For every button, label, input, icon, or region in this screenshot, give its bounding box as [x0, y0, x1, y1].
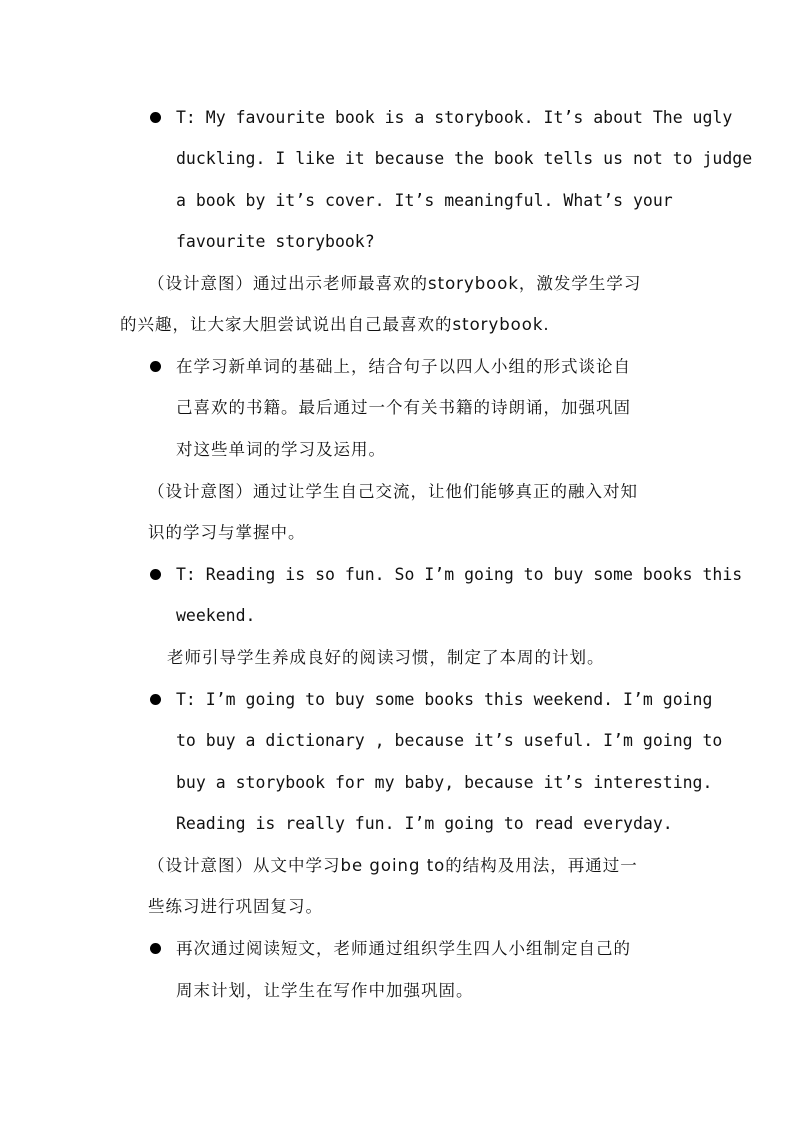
bullet-text-line: T: Reading is so fun. So I’m going to buy some books this	[176, 565, 743, 584]
body-text-line: 老师引导学生养成良好的阅读习惯，制定了本周的计划。	[167, 648, 605, 667]
bullet-icon	[150, 943, 161, 954]
bullet-text-line: T: My favourite book is a storybook. It’s about The ugly	[176, 108, 733, 127]
bullet-icon	[150, 112, 161, 123]
bullet-text-line: duckling. I like it because the book tells us not to judge	[176, 149, 753, 168]
bullet-text-line: 在学习新单词的基础上，结合句子以四人小组的形式谈论自	[176, 357, 631, 376]
bullet-text-line: 周末计划，让学生在写作中加强巩固。	[176, 981, 474, 1000]
bullet-text-line: 己喜欢的书籍。最后通过一个有关书籍的诗朗诵，加强巩固	[176, 398, 631, 417]
bullet-text-line: a book by it’s cover. It’s meaningful. What’s your	[176, 191, 673, 210]
bullet-text-line: to buy a dictionary , because it’s useful. I’m going to	[176, 731, 723, 750]
design-intent-line: 些练习进行巩固复习。	[148, 897, 323, 916]
bullet-icon	[150, 569, 161, 580]
bullet-text-line: favourite storybook?	[176, 232, 375, 251]
bullet-text-line: buy a storybook for my baby, because it’s interesting.	[176, 773, 713, 792]
design-intent-line: （设计意图）通过出示老师最喜欢的storybook，激发学生学习	[148, 274, 642, 293]
design-intent-line: 识的学习与掌握中。	[148, 523, 306, 542]
bullet-icon	[150, 361, 161, 372]
bullet-icon	[150, 694, 161, 705]
bullet-text-line: weekend.	[176, 606, 256, 625]
design-intent-line: （设计意图）通过让学生自己交流，让他们能够真正的融入对知	[148, 482, 638, 501]
bullet-text-line: 对这些单词的学习及运用。	[176, 440, 386, 459]
bullet-text-line: 再次通过阅读短文，老师通过组织学生四人小组制定自己的	[176, 939, 631, 958]
bullet-text-line: T: I’m going to buy some books this weekend. I’m going	[176, 690, 713, 709]
design-intent-line: 的兴趣，让大家大胆尝试说出自己最喜欢的storybook.	[120, 315, 550, 334]
bullet-text-line: Reading is really fun. I’m going to read everyday.	[176, 814, 673, 833]
design-intent-line: （设计意图）从文中学习be going to的结构及用法，再通过一	[148, 856, 638, 875]
